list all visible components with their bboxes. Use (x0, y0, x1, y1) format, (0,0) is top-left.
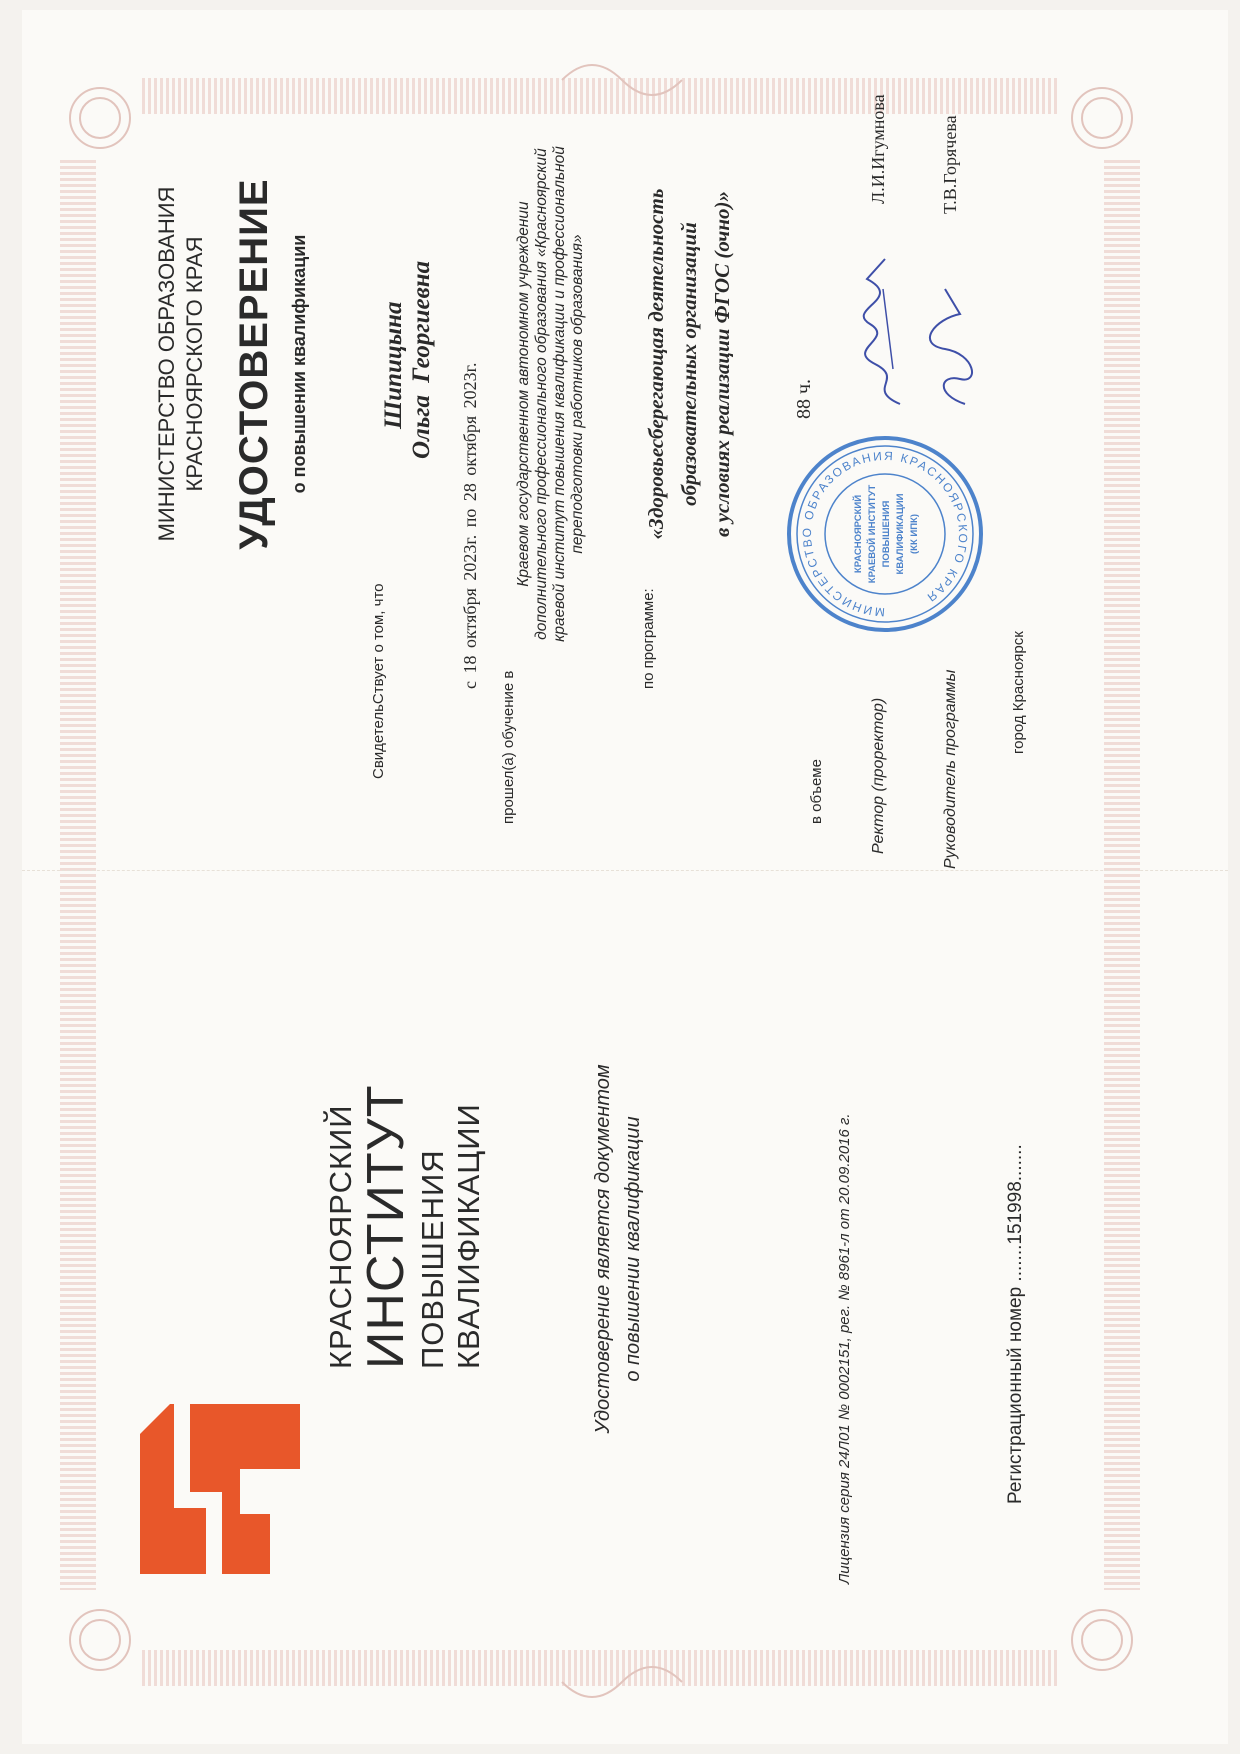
registration-dots: ....... (1005, 1244, 1026, 1282)
stamp-line-2: КРАЕВОЙ ИНСТИТУТ (867, 484, 878, 584)
certifies-label: СвидетельСтвует о том, что (370, 583, 387, 779)
document-subtitle: о повышении квалификации (289, 234, 309, 494)
institution-full-name (515, 64, 587, 724)
institution-line-1: Краевом государственном автономном учреждении (515, 201, 532, 587)
program-line-2: образовательных организаций (677, 222, 701, 506)
document-title: УДОСТОВЕРЕНИЕ (232, 178, 276, 550)
program-label: по программе: (640, 588, 657, 689)
passed-label: прошел(а) обучение в (500, 670, 517, 824)
ministry-line-2: КРАСНОЯРСКОГО КРАЯ (182, 236, 207, 492)
holder-surname: Шипицына (380, 301, 407, 429)
stamp-line-1: КРАСНОЯРСКИЙ (853, 494, 864, 574)
institute-logo-icon (140, 1404, 300, 1574)
stamp-line-5: (КК ИПК) (909, 513, 920, 555)
ministry-header (153, 54, 209, 674)
institute-line-1: КРАСНОЯРСКИЙ (323, 1104, 358, 1369)
institute-wordmark (325, 1085, 484, 1369)
program-line-1: «Здоровьесберегающая деятельность (644, 188, 668, 540)
stamp-line-3: ПОВЫШЕНИЯ (881, 500, 892, 568)
program-lead-label: Руководитель программы (942, 669, 959, 869)
registration-dots-trailing: ....... (1005, 1144, 1026, 1182)
institute-line-2: ИНСТИТУТ (357, 1084, 415, 1369)
registration-label: Регистрационный номер (1005, 1286, 1026, 1504)
official-stamp (785, 434, 985, 634)
program-title (640, 114, 739, 614)
institute-line-3: ПОВЫШЕНИЯ (415, 1149, 450, 1369)
document-note-line-1: Удостоверение является документом (592, 1064, 614, 1434)
stamp-line-4: КВАЛИФИКАЦИИ (895, 493, 906, 575)
training-dates: с 18 октября 2023г. по 28 октября 2023г. (460, 362, 480, 689)
rector-signature (855, 249, 915, 409)
document-note-line-2: о повышении квалификации (622, 1116, 644, 1382)
program-line-3: в условиях реализации ФГОС (очно)» (710, 191, 734, 537)
registration-number (1005, 1144, 1027, 1504)
volume-label: в объеме (808, 759, 825, 824)
rector-name: Л.И.Игумнова (868, 94, 888, 204)
program-lead-signature (925, 279, 985, 409)
ministry-line-1: МИНИСТЕРСТВО ОБРАЗОВАНИЯ (154, 186, 179, 542)
stamp-outer-text: МИНИСТЕРСТВО ОБРАЗОВАНИЯ КРАСНОЯРСКОГО КРАЯ (799, 448, 971, 620)
registration-value: 151998 (1005, 1181, 1026, 1245)
institution-line-2: дополнительного профессионального образования «Красноярский (533, 148, 550, 640)
hours-value: 88 ч. (793, 378, 815, 419)
rector-label: Ректор (проректор) (870, 697, 887, 854)
program-lead-name: Т.В.Горячева (940, 115, 960, 214)
institute-line-4: КВАЛИФИКАЦИИ (451, 1103, 486, 1369)
document-note (588, 909, 648, 1589)
holder-given-names: Ольга Георгиевна (408, 260, 435, 459)
city-label: город Красноярск (1010, 631, 1027, 754)
license-text: Лицензия серия 24Л01 № 0002151, рег. № 8961-л от 20.09.2016 г. (836, 1113, 853, 1584)
institution-line-3: краевой институт повышения квалификации и профессиональной (551, 146, 568, 642)
institution-line-4: переподготовки работников образования» (569, 234, 586, 554)
